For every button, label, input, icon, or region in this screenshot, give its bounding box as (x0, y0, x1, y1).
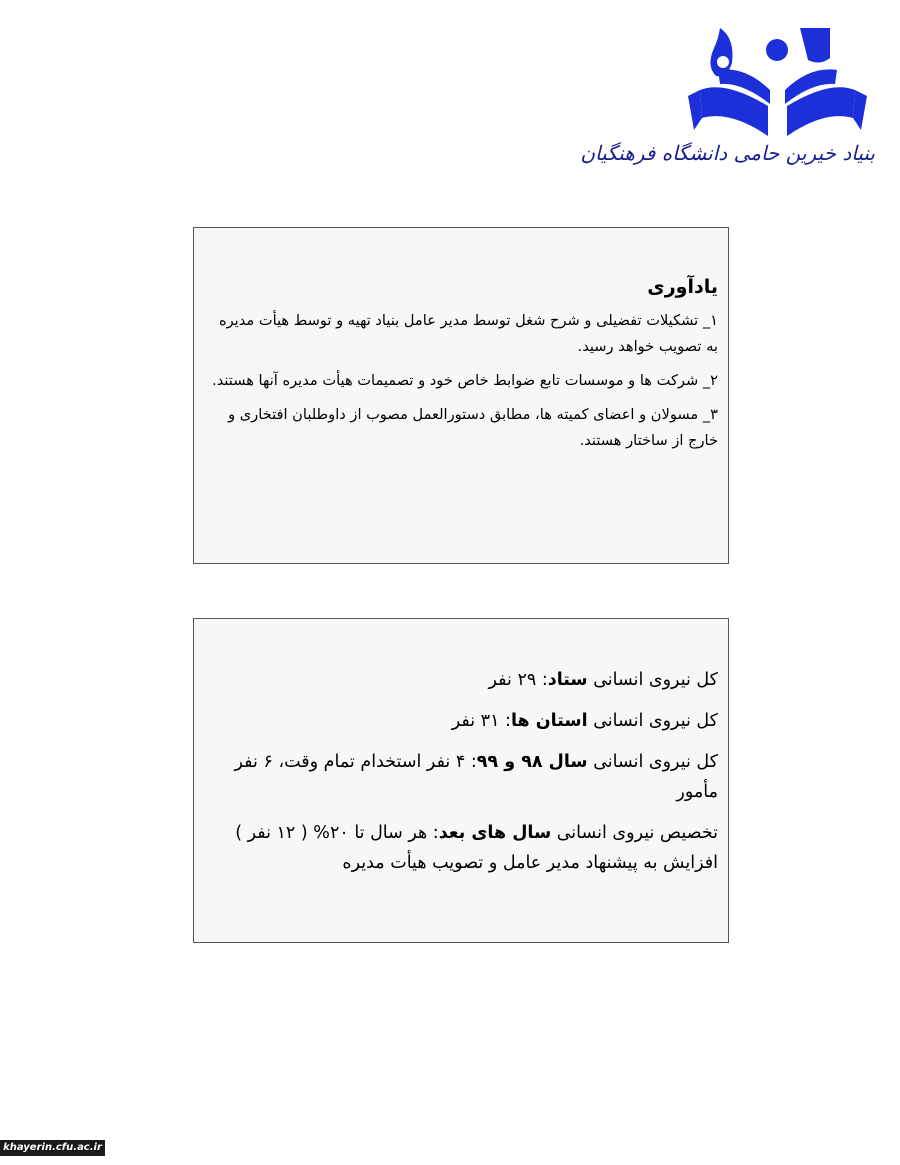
logo-emblem-icon (680, 18, 875, 143)
slide-title: یادآوری (647, 276, 718, 298)
slide-reminder (193, 227, 729, 564)
slide-human-resources (193, 618, 729, 943)
foundation-logo (580, 18, 875, 188)
reminder-item: ۲_ شرکت ها و موسسات تابع ضوابط خاص خود و تصمیمات هیأت مدیره آنها هستند. (212, 372, 718, 389)
hr-item: کل نیروی انسانی استان ها: ۳۱ نفر (451, 711, 718, 731)
logo-caption: بنیاد خیرین حامی دانشگاه فرهنگیان (580, 141, 875, 165)
hr-item: کل نیروی انسانی ستاد: ۲۹ نفر (488, 670, 718, 690)
reminder-item: ۱_ تشکیلات تفضیلی و شرح شغل توسط مدیر عامل بنیاد تهیه و توسط هیأت مدیره به تصویب خواهد رسید. (218, 312, 718, 355)
reminder-item: ۳_ مسولان و اعضای کمیته ها، مطابق دستورالعمل مصوب از داوطلبان افتخاری و خارج از ساختار هستند. (228, 406, 718, 449)
hr-item: تخصیص نیروی انسانی سال های بعد: هر سال تا ۲۰% ( ۱۲ نفر ) افزایش به پیشنهاد مدیر عامل و تصویب هیأت مدیره (235, 823, 718, 873)
footer-url-link[interactable]: khayerin.cfu.ac.ir (0, 1140, 105, 1156)
hr-item: کل نیروی انسانی سال ۹۸ و ۹۹: ۴ نفر استخدام تمام وقت، ۶ نفر مأمور (234, 752, 718, 802)
